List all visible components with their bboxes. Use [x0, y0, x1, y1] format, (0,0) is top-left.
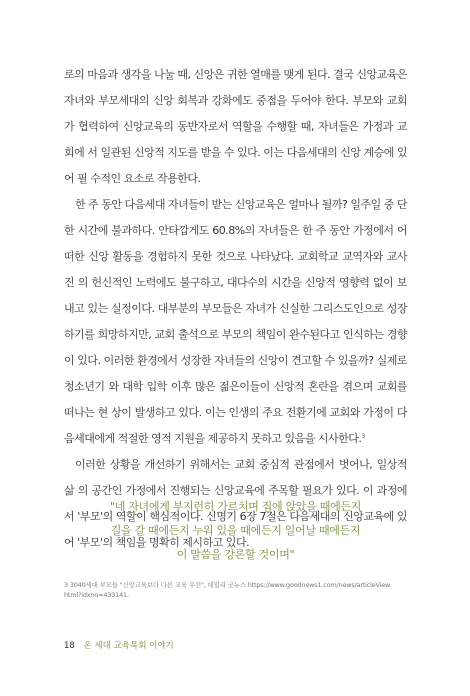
text-line: 상이 발생하고 있다. 이는 인생의 주요 전환기에 교회와 가정이 다음세대에게	[64, 406, 407, 445]
page-footer	[64, 639, 174, 651]
text-line: 한 시간에 불과하다. 안타깝게도 60.8%의 자녀들은 한 주 동안 가정에서 어	[64, 224, 407, 237]
text-line: 이러한 상황을 개선하기 위해서는 교회 중심적 관점에서 벗어나, 일상적 삶	[64, 458, 407, 497]
paragraph	[64, 192, 407, 452]
text-line: 서 일관된 신앙적 지도를 받을 수 있다. 이는 다음세대의 신앙 계승에 있어 필	[64, 146, 407, 185]
text-line: 로의 마음과 생각을 나눌 때, 신앙은 귀한 열매를 맺게 된다. 결국 신앙교육은	[64, 68, 407, 81]
footnote-line: html?idxno=433141.	[64, 591, 129, 599]
quote-line: 이 말씀을 강론할 것이며"	[176, 548, 295, 561]
text-line: 희망하지만, 교회 출석으로 부모의 책임이 완수된다고 인식하는 경향이 있다.	[64, 328, 408, 367]
text-line: 수적인 요소로 작용한다.	[90, 172, 201, 185]
text-line: 와 대학 입학 이후 많은 젊은이들이 신앙적 혼란을 겪으며 교회를 떠나는 현	[64, 380, 407, 419]
text-line: '부모'의 책임을 명확히 제시하고 있다.	[77, 536, 250, 549]
text-line: 있는 실정이다. 대부분의 부모들은 자녀가 신실한 그리스도인으로 성장하기를	[64, 302, 408, 341]
text-line: 의 공간인 가정에서 진행되는 신앙교육에 주목할 필요가 있다. 이 과정에서	[64, 484, 407, 523]
quote-line: "네 자녀에게 부지런히 가르치며 집에 앉았을 때에든지	[109, 500, 362, 513]
text-line: 이러한 환경에서 성장한 자녀들의 신앙이 견고할 수 있을까? 실제로 청소년기	[64, 354, 407, 393]
quote-line: 길을 갈 때에든지 누워 있을 때에든지 일어날 때에든지	[110, 524, 361, 537]
footnote-line: 3 3040세대 부모들 "신앙교육보다 다른 교육 우선", 데일리 굿뉴스 https://www.goodnews1.com/news/articleView.	[64, 581, 392, 589]
text-line: 떠한 신앙 활동을 경험하지 못한 것으로 나타났다. 교회학교 교역자와 교사진	[64, 250, 407, 289]
text-line: '부모'의 역할이 핵심적이다. 신명기 6장 7절은 다음세대의 신앙교육에 있어	[64, 510, 408, 549]
text-line: 의 헌신적인 노력에도 불구하고, 대다수의 시간을 신앙적 영향력 없이 보내고	[64, 276, 407, 315]
scripture-quote	[64, 495, 407, 567]
footnote	[64, 580, 407, 600]
footnote-marker: 3	[361, 433, 365, 440]
paragraph	[64, 62, 407, 192]
text-line: 한 주 동안 다음세대 자녀들이 받는 신앙교육은 얼마나 될까? 일주일 중 단	[75, 198, 407, 211]
running-title: 온 세대 교육목회 이야기	[83, 641, 174, 651]
text-line: 자녀와 부모세대의 신앙 회복과 강화에도 중점을 두어야 한다. 부모와 교회가	[64, 94, 407, 133]
text-line: 적절한 영적 지원을 제공하지 못하고 있음을 시사한다.	[117, 432, 362, 445]
page-number: 18	[64, 641, 75, 651]
body-text	[64, 62, 407, 556]
text-line: 협력하여 신앙교육의 동반자로서 역할을 수행할 때, 자녀들은 가정과 교회에	[64, 120, 408, 159]
